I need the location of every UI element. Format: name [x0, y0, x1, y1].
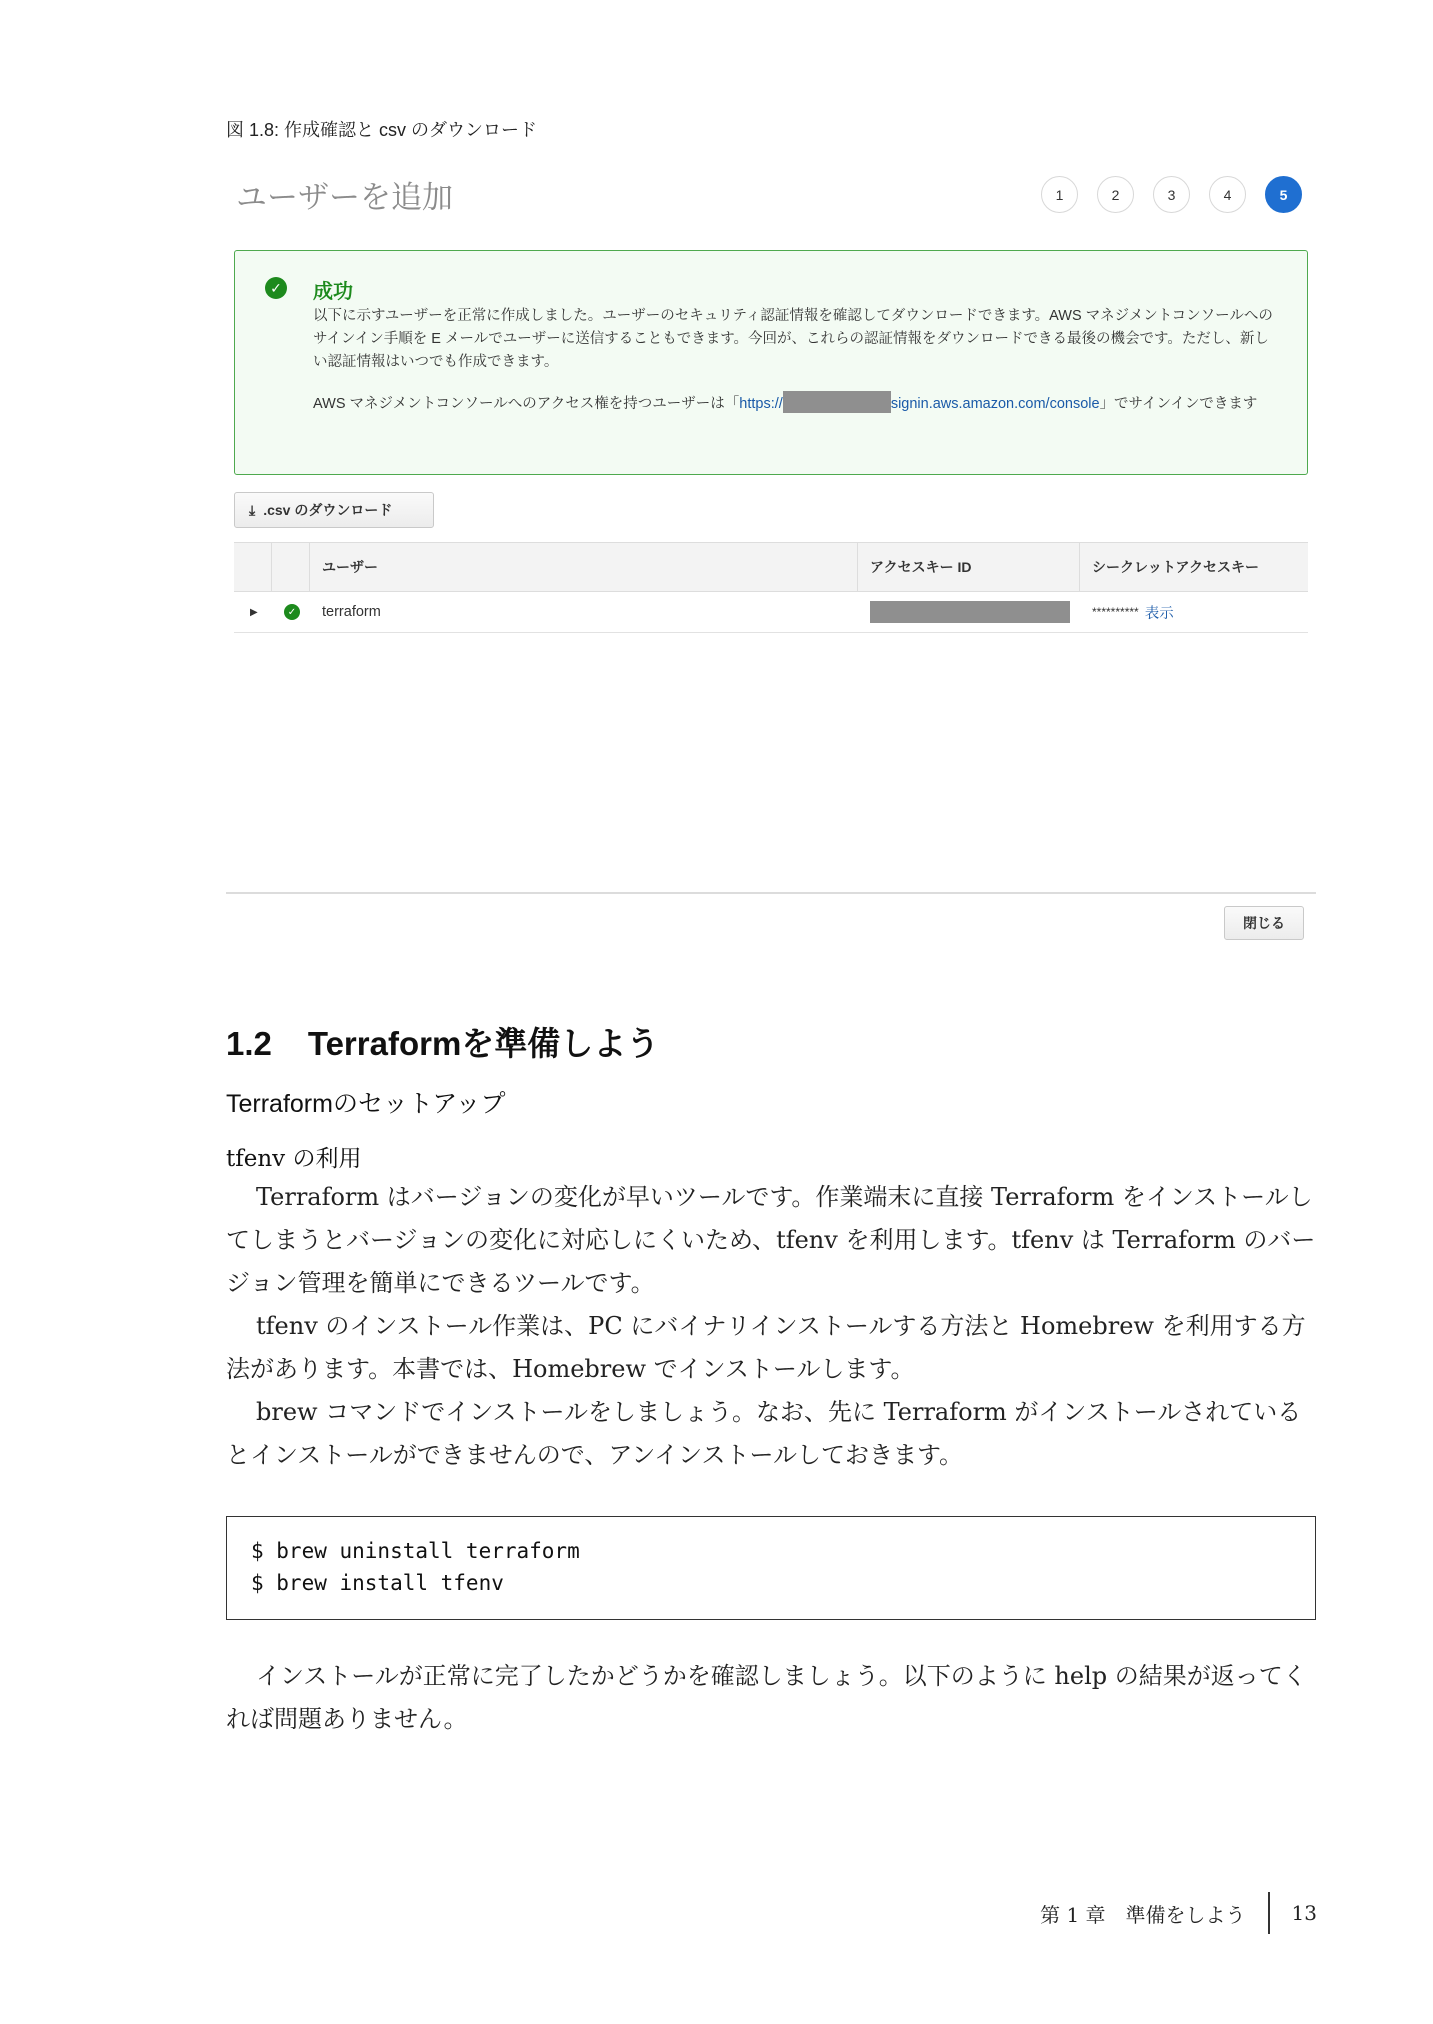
redacted-access-key — [870, 601, 1070, 623]
paragraph-4: インストールが正常に完了したかどうかを確認しましょう。以下のように help の結果が返ってくれば問題ありません。 — [226, 1662, 1307, 1733]
close-button[interactable]: 閉じる — [1224, 906, 1304, 940]
user-name-cell: terraform — [322, 604, 381, 620]
credentials-table — [234, 542, 1308, 633]
section-number: 1.2 — [226, 1025, 272, 1062]
paragraph-3: brew コマンドでインストールをしましょう。なお、先に Terraform がインストールされているとインストールができませんので、アンインストールしておきます。 — [226, 1398, 1302, 1469]
dialog-divider — [226, 892, 1316, 894]
table-row — [234, 592, 1308, 633]
success-message: 以下に示すユーザーを正常に作成しました。ユーザーのセキュリティ認証情報を確認してダウンロードできます。AWS マネジメントコンソールへのサインイン手順を E メールでユーザーに送信することもできます。今回が、これらの認証情報をダウンロードできる最後の機会です。ただし、新しい認証情報はいつでも作成できます。 — [313, 308, 1273, 370]
step-4[interactable]: 4 — [1209, 176, 1246, 213]
secret-key-cell — [1080, 592, 1308, 632]
section-heading — [226, 1018, 659, 1065]
redacted-account-id — [783, 391, 891, 413]
dialog-title: ユーザーを追加 — [236, 180, 453, 215]
success-title: 成功 — [313, 281, 353, 303]
step-3[interactable]: 3 — [1153, 176, 1190, 213]
page-number: 13 — [1291, 1901, 1317, 1925]
console-text-before: AWS マネジメントコンソールへのアクセス権を持つユーザーは「 — [313, 396, 740, 412]
subsection-heading: Terraformのセットアップ — [226, 1090, 506, 1118]
header-secret-access-key: シークレットアクセスキー — [1092, 559, 1260, 575]
footer-separator — [1268, 1892, 1270, 1934]
aws-add-user-dialog — [226, 160, 1316, 950]
code-line-1: $ brew uninstall terraform — [251, 1539, 580, 1563]
success-alert — [234, 250, 1308, 475]
footer-chapter: 第 1 章 準備をしよう — [1040, 1902, 1246, 1927]
console-url-link[interactable] — [739, 396, 1099, 412]
step-5-active[interactable]: 5 — [1265, 176, 1302, 213]
console-text-after: 」でサインインできます — [1099, 396, 1258, 412]
header-status-col — [272, 543, 310, 591]
wizard-steps — [1041, 176, 1302, 213]
status-cell — [272, 592, 310, 632]
success-check-icon: ✓ — [265, 277, 287, 299]
header-user: ユーザー — [310, 543, 858, 591]
access-key-cell — [858, 592, 1080, 632]
download-icon: ⤓ — [249, 501, 256, 518]
step-1[interactable]: 1 — [1041, 176, 1078, 213]
subsubsection-heading: tfenv の利用 — [226, 1146, 362, 1172]
expand-caret-icon[interactable]: ▶ — [250, 606, 258, 618]
section-title: Terraformを準備しよう — [307, 1025, 660, 1062]
code-line-2: $ brew install tfenv — [251, 1571, 504, 1595]
header-expand-col — [234, 543, 272, 591]
download-csv-label: .csv のダウンロード — [263, 502, 393, 518]
console-url-start: https:// — [739, 396, 783, 412]
paragraph-2: tfenv のインストール作業は、PC にバイナリインストールする方法と Homebrew を利用する方法があります。本書では、Homebrew でインストールします。 — [226, 1312, 1306, 1383]
page-footer — [1040, 1892, 1317, 1934]
table-header — [234, 542, 1308, 592]
row-success-check-icon: ✓ — [284, 604, 300, 620]
paragraph-1: Terraform はバージョンの変化が早いツールです。作業端末に直接 Terraform をインストールしてしまうとバージョンの変化に対応しにくいため、tfenv を利用します。tfenv は Terraform のバージョン管理を簡単にできるツールです。 — [226, 1183, 1316, 1297]
console-url-end: signin.aws.amazon.com/console — [890, 396, 1100, 412]
code-block — [226, 1516, 1316, 1620]
show-secret-link[interactable]: 表示 — [1144, 605, 1174, 622]
figure-caption: 図 1.8: 作成確認と csv のダウンロード — [226, 120, 538, 140]
step-2[interactable]: 2 — [1097, 176, 1134, 213]
download-csv-button[interactable] — [234, 492, 434, 528]
header-access-key-id: アクセスキー ID — [858, 543, 1080, 591]
secret-masked: ********** — [1092, 605, 1139, 619]
console-signin-text — [313, 391, 1283, 416]
